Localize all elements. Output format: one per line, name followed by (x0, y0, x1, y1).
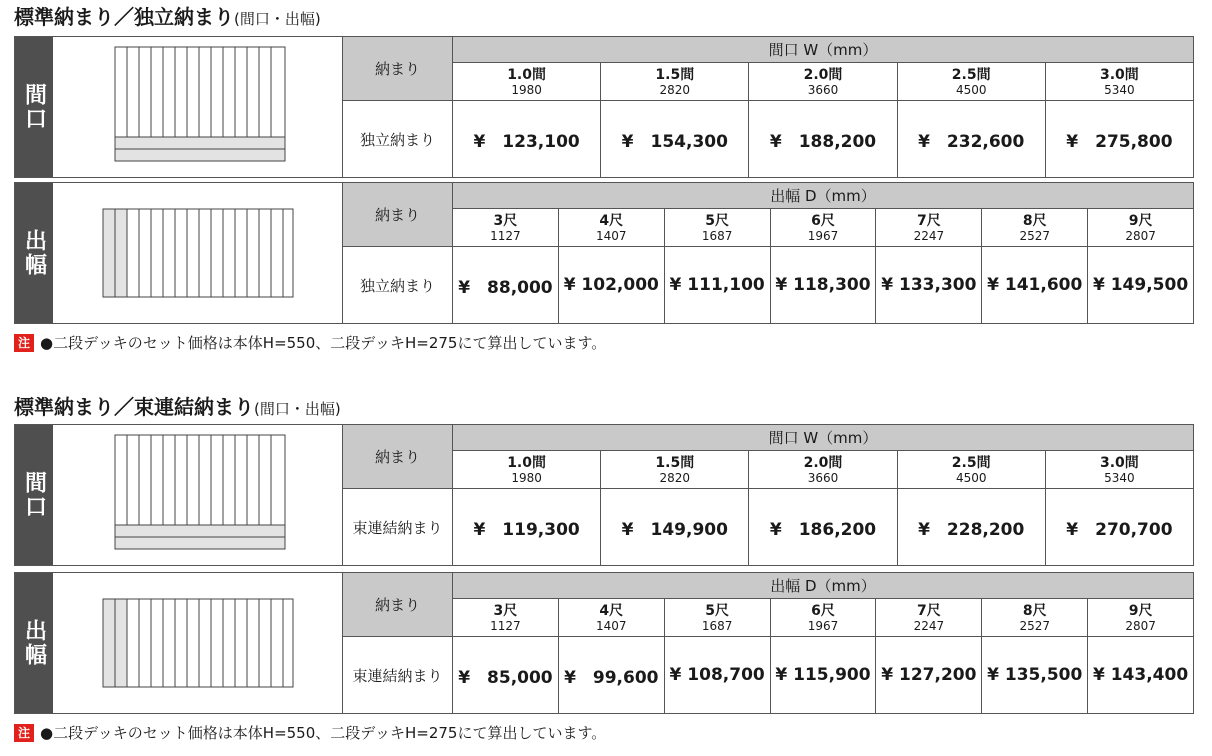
size-label: 6尺 (811, 213, 835, 229)
size-column (982, 599, 1088, 713)
size-mm: 1407 (596, 619, 627, 633)
price-cell: ¥ 275,800 (1066, 131, 1173, 152)
size-label: 9尺 (1128, 603, 1153, 619)
size-mm: 2807 (1125, 229, 1156, 243)
price-cell: ¥ 188,200 (769, 131, 877, 152)
row-label-header: 納まり (343, 425, 453, 489)
size-column (559, 599, 665, 713)
size-label: 2.0間 (803, 455, 843, 471)
price-cell: ¥ 232,600 (918, 131, 1025, 152)
size-mm: 1980 (511, 83, 542, 97)
note-text: ●二段デッキのセット価格は本体H=550、二段デッキH=275にて算出しています。 (40, 334, 607, 352)
deck-width-diagram (53, 425, 343, 565)
depth-diagram (53, 183, 343, 323)
size-label: 1.5間 (655, 67, 695, 83)
size-label: 8尺 (1022, 603, 1047, 619)
size-column (1088, 599, 1193, 713)
row-label-header: 納まり (343, 37, 453, 101)
size-column (1046, 63, 1193, 177)
size-label: 2.5間 (951, 67, 991, 83)
price-cell: ¥ 141,600 (987, 275, 1083, 295)
size-mm: 1407 (596, 229, 627, 243)
size-label: 3尺 (493, 213, 518, 229)
section-title-main: 標準納まり／独立納まり (14, 5, 234, 29)
section-title (14, 394, 341, 422)
size-column (601, 63, 749, 177)
size-column (898, 451, 1046, 565)
price-cell: ¥ 118,300 (775, 275, 871, 295)
dimension-header: 出幅 D（mm） (453, 573, 1193, 599)
size-mm: 3660 (807, 83, 839, 97)
depth-price-table (14, 572, 1194, 714)
side-label: 間口 (15, 425, 53, 565)
price-cell: ¥ 133,300 (881, 275, 977, 295)
size-mm: 4500 (955, 471, 987, 485)
size-mm: 2527 (1019, 229, 1050, 243)
price-cell: ¥ 99,600 (564, 667, 659, 688)
footnote (14, 332, 606, 353)
size-label: 6尺 (811, 603, 835, 619)
depth-price-table (14, 182, 1194, 324)
size-mm: 2807 (1125, 619, 1156, 633)
side-label: 出幅 (15, 573, 53, 713)
size-label: 7尺 (916, 213, 941, 229)
price-cell: ¥ 186,200 (769, 519, 877, 540)
price-cell: ¥ 149,900 (621, 519, 728, 540)
size-column (665, 209, 771, 323)
size-column (665, 599, 771, 713)
size-label: 7尺 (916, 603, 941, 619)
size-mm: 1980 (511, 471, 542, 485)
dimension-header: 間口 W（mm） (453, 425, 1193, 451)
size-label: 4尺 (599, 603, 624, 619)
size-mm: 2820 (659, 471, 691, 485)
size-mm: 1687 (701, 229, 733, 243)
size-mm: 4500 (955, 83, 987, 97)
price-cell: ¥ 111,100 (669, 275, 765, 295)
price-cell: ¥ 119,300 (473, 519, 580, 540)
size-column (982, 209, 1088, 323)
size-label: 2.0間 (803, 67, 843, 83)
price-cell: ¥ 228,200 (918, 519, 1025, 540)
row-label: 束連結納まり (343, 489, 453, 565)
size-mm: 1127 (490, 229, 521, 243)
size-column (876, 599, 982, 713)
footnote (14, 722, 606, 743)
size-column (1046, 451, 1193, 565)
size-label: 9尺 (1128, 213, 1153, 229)
price-cell: ¥ 270,700 (1066, 519, 1173, 540)
size-mm: 1127 (490, 619, 521, 633)
size-column (749, 63, 897, 177)
size-mm: 2247 (913, 619, 945, 633)
size-mm: 5340 (1104, 83, 1135, 97)
depth-diagram (53, 573, 343, 713)
width-price-table (14, 424, 1194, 566)
size-column (559, 209, 665, 323)
deck-depth-diagram (53, 573, 343, 713)
size-column (453, 451, 601, 565)
deck-depth-diagram (53, 183, 343, 323)
section-title (14, 4, 321, 32)
size-label: 2.5間 (951, 455, 991, 471)
size-column (771, 209, 877, 323)
size-column (1088, 209, 1193, 323)
price-cell: ¥ 149,500 (1092, 275, 1189, 295)
size-mm: 1967 (807, 229, 839, 243)
size-column (898, 63, 1046, 177)
size-mm: 2527 (1019, 619, 1050, 633)
section-subtitle: (間口・出幅) (254, 400, 341, 418)
section-title-main: 標準納まり／束連結納まり (14, 395, 254, 419)
note-text: ●二段デッキのセット価格は本体H=550、二段デッキH=275にて算出しています。 (40, 724, 607, 742)
size-label: 1.0間 (507, 67, 546, 83)
price-cell: ¥ 143,400 (1092, 665, 1189, 685)
width-diagram (53, 37, 343, 177)
size-mm: 2247 (913, 229, 945, 243)
price-cell: ¥ 115,900 (775, 665, 871, 685)
size-label: 3尺 (493, 603, 518, 619)
price-cell: ¥ 88,000 (458, 277, 553, 298)
size-label: 1.5間 (655, 455, 695, 471)
price-cell: ¥ 123,100 (473, 131, 580, 152)
size-column (876, 209, 982, 323)
price-cell: ¥ 135,500 (987, 665, 1083, 685)
size-mm: 2820 (659, 83, 691, 97)
size-column (453, 599, 559, 713)
row-label: 独立納まり (343, 101, 453, 177)
row-label: 独立納まり (343, 247, 453, 323)
section-subtitle: (間口・出幅) (234, 10, 321, 28)
side-label: 間口 (15, 37, 53, 177)
price-cell: ¥ 154,300 (621, 131, 728, 152)
size-mm: 3660 (807, 471, 839, 485)
side-label: 出幅 (15, 183, 53, 323)
price-cell: ¥ 108,700 (669, 665, 765, 685)
size-column (771, 599, 877, 713)
size-label: 3.0間 (1100, 455, 1139, 471)
dimension-header: 出幅 D（mm） (453, 183, 1193, 209)
size-label: 4尺 (599, 213, 624, 229)
width-diagram (53, 425, 343, 565)
row-label: 束連結納まり (343, 637, 453, 713)
size-label: 3.0間 (1100, 67, 1139, 83)
size-label: 8尺 (1022, 213, 1047, 229)
size-mm: 1687 (701, 619, 733, 633)
width-price-table (14, 36, 1194, 178)
note-tag: 注 (14, 724, 34, 742)
price-cell: ¥ 85,000 (458, 667, 553, 688)
price-cell: ¥ 127,200 (881, 665, 977, 685)
row-label-header: 納まり (343, 183, 453, 247)
note-tag: 注 (14, 334, 34, 352)
size-column (453, 209, 559, 323)
size-label: 5尺 (705, 603, 730, 619)
size-column (453, 63, 601, 177)
price-cell: ¥ 102,000 (563, 275, 659, 295)
size-mm: 1967 (807, 619, 839, 633)
dimension-header: 間口 W（mm） (453, 37, 1193, 63)
size-label: 5尺 (705, 213, 730, 229)
size-column (749, 451, 897, 565)
row-label-header: 納まり (343, 573, 453, 637)
size-mm: 5340 (1104, 471, 1135, 485)
size-column (601, 451, 749, 565)
size-label: 1.0間 (507, 455, 546, 471)
deck-width-diagram (53, 37, 343, 177)
